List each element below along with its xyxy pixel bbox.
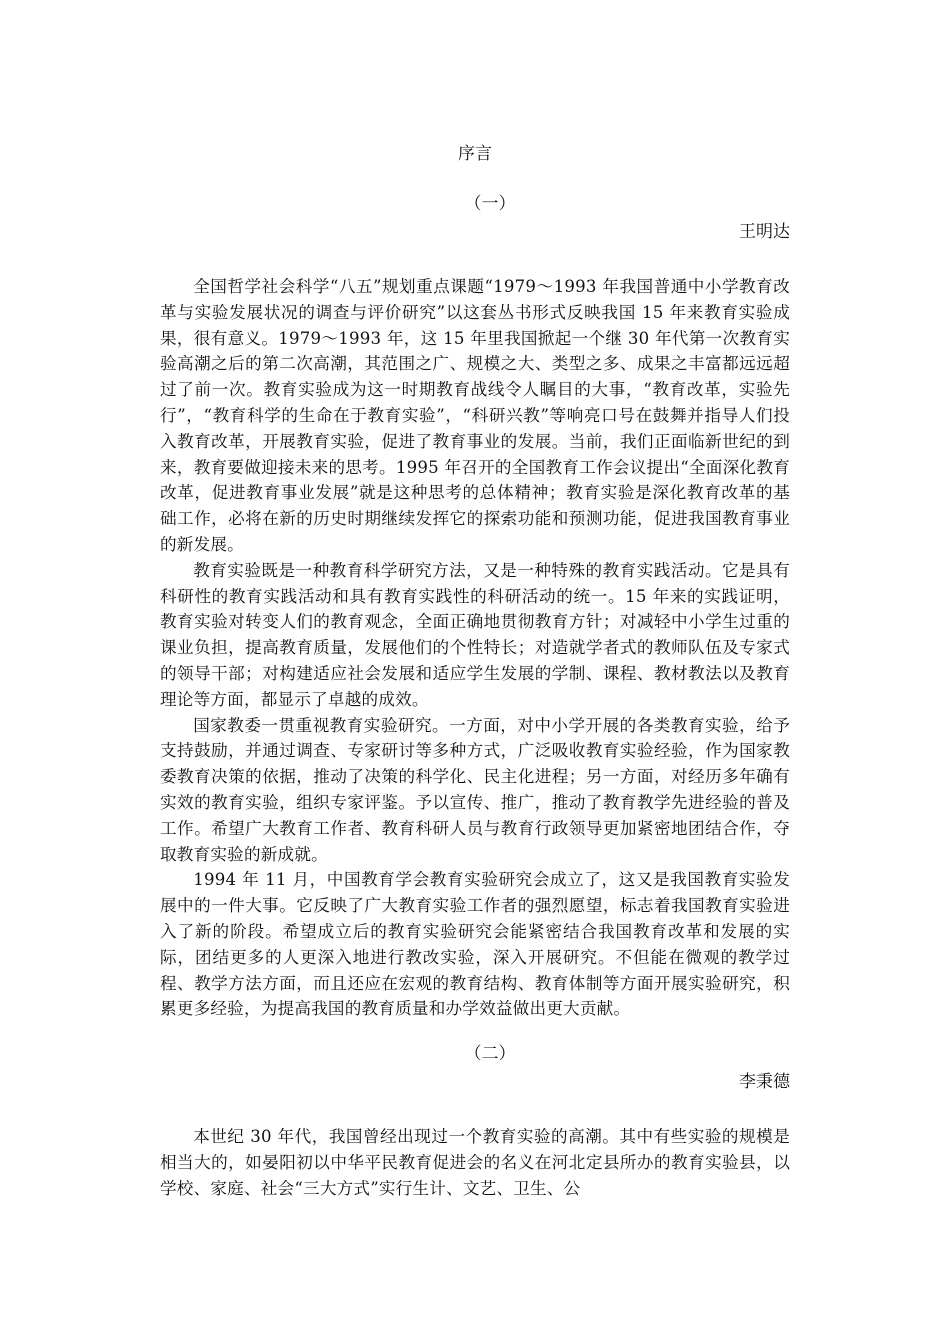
section-heading: （二）	[464, 1044, 516, 1065]
section-two	[160, 1040, 790, 1201]
paragraph: 1994 年 11 月，中国教育学会教育实验研究会成立了，这又是我国教育实验发展中的一件大事。它反映了广大教育实验工作者的强烈愿望，标志着我国教育实验进入了新的阶段。希望成立后的教育实验研究会能紧密结合我国教育改革和发展的实际，团结更多的人更深入地进行教改实验，深入开展研究。不但能在微观的教学过程、教学方法方面，而且还应在宏观的教育结构、教育体制等方面开展实验研究，积累更多经验，为提高我国的教育质量和办学效益做出更大贡献。	[160, 870, 790, 1019]
paragraph: 教育实验既是一种教育科学研究方法，又是一种特殊的教育实践活动。它是具有科研性的教育实践活动和具有教育实践性的科研活动的统一。15 年来的实践证明，教育实验对转变人们的教育观念，全面正确地贯彻教育方针；对减轻中小学生过重的课业负担，提高教育质量，发展他们的个性特长；对造就学者式的教师队伍及专家式的领导干部；对构建适应社会发展和适应学生发展的学制、课程、教材教法以及教育理论等方面，都显示了卓越的成效。	[160, 560, 790, 709]
section-author: 王明达	[739, 222, 790, 242]
paragraph: 国家教委一贯重视教育实验研究。一方面，对中小学开展的各类教育实验，给予支持鼓励，并通过调查、专家研讨等多种方式，广泛吸收教育实验经验，作为国家教委教育决策的依据，推动了决策的科学化、民主化进程；另一方面，对经历多年确有实效的教育实验，组织专家评鉴。予以宣传、推广，推动了教育教学先进经验的普及工作。希望广大教育工作者、教育科研人员与教育行政领导更加紧密地团结合作，夺取教育实验的新成就。	[160, 715, 790, 864]
section-author: 李秉德	[739, 1072, 790, 1093]
paragraph: 本世纪 30 年代，我国曾经出现过一个教育实验的高潮。其中有些实验的规模是相当大的，如晏阳初以中华平民教育促进会的名义在河北定县所办的教育实验县，以学校、家庭、社会“三大方式”实行生计、文艺、卫生、公	[160, 1127, 790, 1198]
paragraph: 全国哲学社会科学“八五”规划重点课题“1979～1993 年我国普通中小学教育改革与实验发展状况的调查与评价研究”以这套丛书形式反映我国 15 年来教育实验成果，很有意义。1979～1993 年，这 15 年里我国掀起一个继 30 年代第一次教育实验高潮之后的第二次高潮，其范围之广、规模之大、类型之多、成果之丰富都远远超过了前一次。教育实验成为这一时期教育战线令人瞩目的大事，“教育改革，实验先行”，“教育科学的生命在于教育实验”，“科研兴教”等响亮口号在鼓舞并指导人们投入教育改革，开展教育实验，促进了教育事业的发展。当前，我们正面临新世纪的到来，教育要做迎接未来的思考。1995 年召开的全国教育工作会议提出“全面深化教育改革，促进教育事业发展”就是这种思考的总体精神；教育实验是深化教育改革的基础工作，必将在新的历史时期继续发挥它的探索功能和预测功能，促进我国教育事业的新发展。	[160, 277, 790, 554]
page-title: 序言	[458, 144, 492, 164]
preface-page	[160, 140, 790, 1202]
section-one	[160, 190, 790, 1022]
section-heading: （一）	[464, 194, 516, 214]
